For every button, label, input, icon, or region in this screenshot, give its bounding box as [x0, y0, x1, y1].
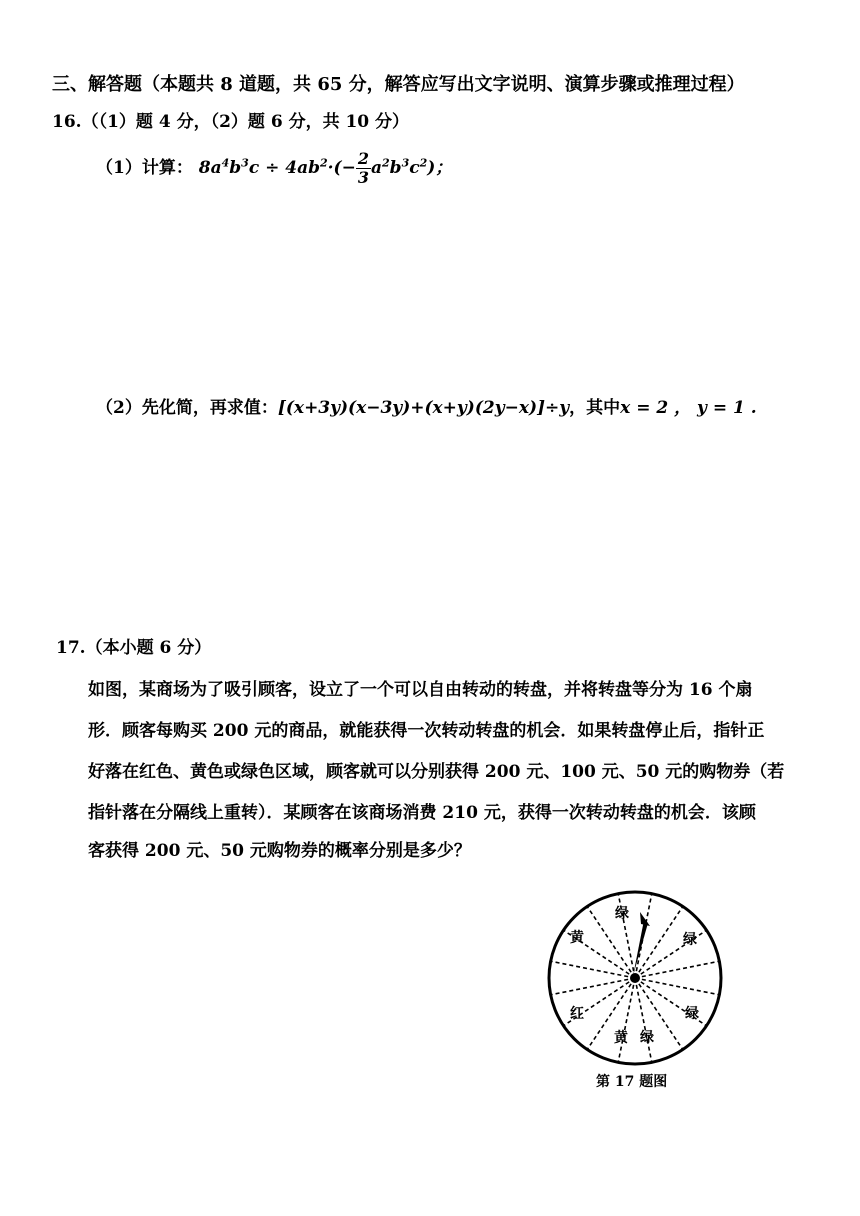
- sector-label: 黄: [570, 930, 584, 946]
- question-16-part1: [96, 150, 452, 187]
- question-17-line: 指针落在分隔线上重转）．某顾客在该商场消费 210 元，获得一次转动转盘的机会．该顾: [88, 803, 756, 823]
- section-heading: 三、解答题（本题共 8 道题，共 65 分，解答应写出文字说明、演算步骤或推理过程）: [52, 74, 745, 95]
- sector-label: 黄: [614, 1030, 628, 1046]
- part1-expression: $8a^4b^3c \div 4ab^2\cdot(-$ $\frac{2}{3}$ $a^2b^3c^2$)；: [198, 149, 453, 187]
- part2-expression: [(x+3y)(x−3y)+(x+y)(2y−x)]÷y: [277, 398, 570, 418]
- part2-label: （2）先化简，再求值：: [96, 398, 278, 418]
- part2-where: ，其中: [569, 398, 621, 418]
- sector-label: 红: [570, 1006, 584, 1022]
- sector-label: 绿: [683, 932, 697, 948]
- part1-label: （1）计算：: [96, 158, 193, 178]
- question-17-line: 形．顾客每购买 200 元的商品，就能获得一次转动转盘的机会．如果转盘停止后，指针正: [88, 721, 765, 741]
- figure-caption: 第 17 题图: [596, 1074, 668, 1090]
- question-17-line: 客获得 200 元、50 元购物券的概率分别是多少？: [88, 841, 471, 861]
- pointer-needle: [633, 920, 648, 976]
- spinner-figure: [545, 888, 725, 1068]
- question-16-header: 16.（（1）题 4 分，（2）题 6 分，共 10 分）: [52, 112, 410, 132]
- spinner-center: [630, 973, 640, 983]
- sector-label: 绿: [615, 906, 629, 922]
- question-17-line: 如图，某商场为了吸引顾客，设立了一个可以自由转动的转盘，并将转盘等分为 16 个扇: [88, 680, 753, 700]
- fraction: $\frac{2}{3}$: [357, 149, 369, 187]
- sector-label: 绿: [685, 1006, 699, 1022]
- question-17-line: 好落在红色、黄色或绿色区域，顾客就可以分别获得 200 元、100 元、50 元的购物券（若: [88, 762, 785, 782]
- sector-label: 绿: [640, 1030, 654, 1046]
- part2-values: x = 2 ， y = 1 .: [620, 398, 757, 418]
- question-16-part2: [96, 393, 757, 418]
- question-17-header: 17.（本小题 6 分）: [56, 638, 212, 658]
